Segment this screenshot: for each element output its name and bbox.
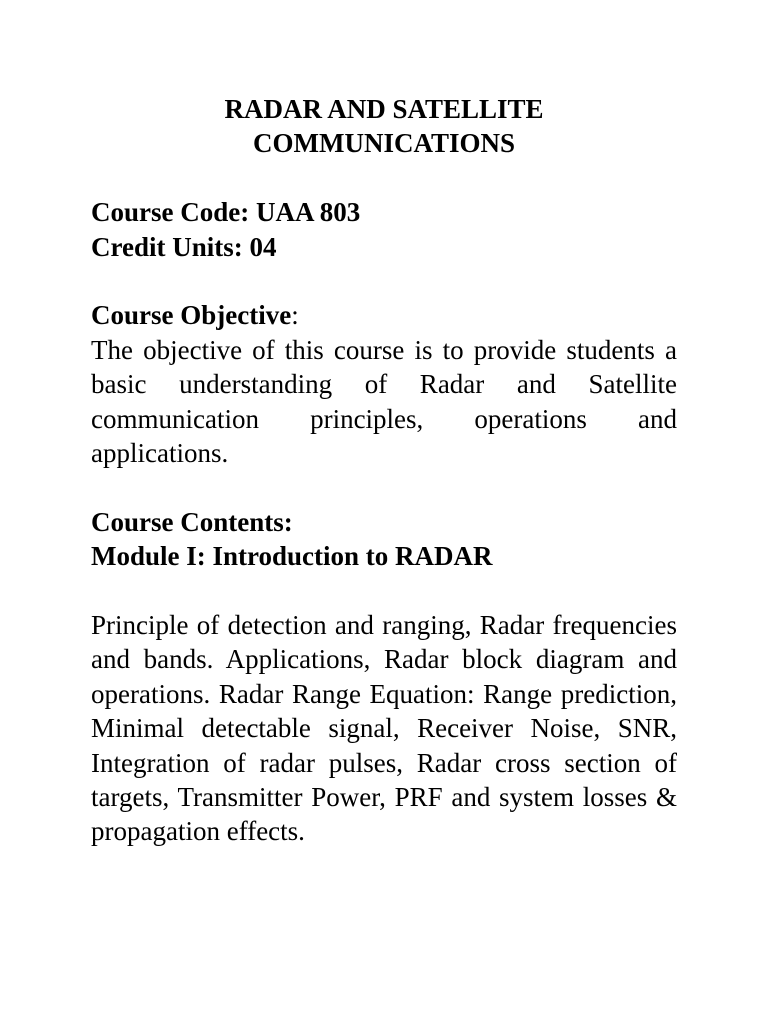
spacer [91,264,677,298]
module-text: Principle of detection and ranging, Radar frequencies and bands. Applications, Radar block diagram and operations. Radar Range Equation: Range prediction, Minimal detectable signal, Receiver Noise, SNR, Integration of radar pulses, Radar cross section of targets, Transmitter Power, PRF and system losses & propagation effects. [91,610,677,847]
spacer [91,470,677,504]
title-line-1: RADAR AND SATELLITE [224,94,544,124]
objective-heading: Course Objective [91,300,292,331]
credit-units: Credit Units: 04 [91,231,277,262]
spacer [91,574,677,608]
module-heading: Module I: Introduction to RADAR [91,541,493,572]
course-code: Course Code: UAA 803 [91,197,361,228]
document-page [91,92,677,849]
objective-colon: : [291,300,299,331]
contents-heading: Course Contents: [91,506,293,537]
objective-heading-line [91,298,677,332]
spacer [91,161,677,195]
title-line-2: COMMUNICATIONS [253,128,515,159]
document-title [91,92,677,161]
objective-text: The objective of this course is to provide students a basic understanding of Radar and Satellite communication principles, operations and applications. [91,334,677,469]
